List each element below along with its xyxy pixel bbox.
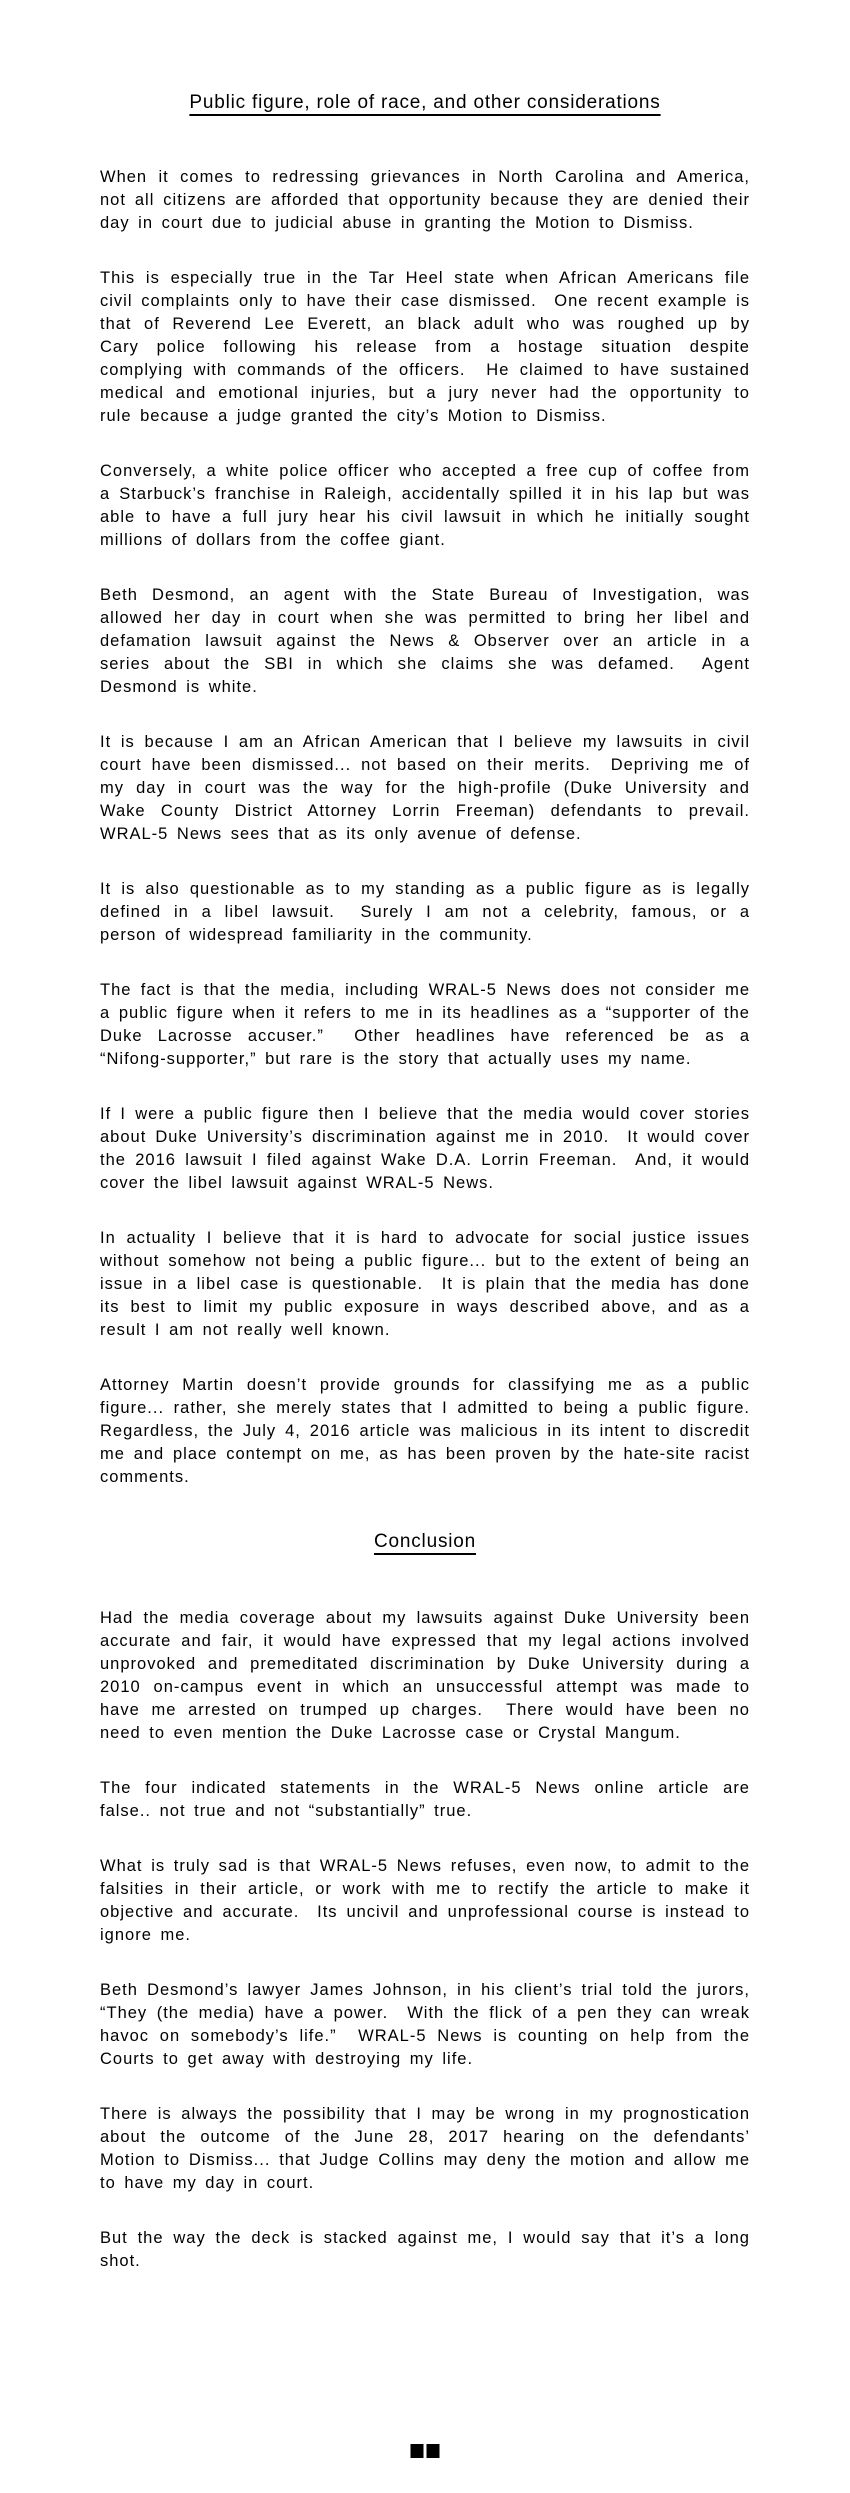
paragraph: It is because I am an African American that I believe my lawsuits in civil court have been dismissed... not based on their merits. Depriving me of my day in court was the way for the high-profile (Duke University and Wake County District Attorney Lorrin Freeman) defendants to prevail. WRAL-5 News sees that as its only avenue of defense. (100, 733, 768, 843)
paragraph: What is truly sad is that WRAL-5 News refuses, even now, to admit to the falsities in their article, or work with me to rectify the article to make it objective and accurate. Its uncivil and unprofessional course is instead to ignore me. (100, 1857, 759, 1944)
conclusion-heading: Conclusion (374, 1531, 476, 1552)
paragraph: The fact is that the media, including WRAL-5 News does not consider me a public figure when it refers to me in its headlines as a “supporter of the Duke Lacrosse accuser.” Other headlines have referenced be as a “Nifong-supporter,” but rare is the story that actually uses my name. (100, 981, 759, 1068)
paragraph: Beth Desmond’s lawyer James Johnson, in his client’s trial told the jurors, “They (the media) have a power. With the flick of a pen they can wreak havoc on somebody’s life.” WRAL-5 News is counting on help from the Courts to get away with destroying my life. (100, 1981, 759, 2068)
paragraph: Had the media coverage about my lawsuits against Duke University been accurate and fair, it would have expressed that my legal actions involved unprovoked and premeditated discrimination by Duke University during a 2010 on-campus event in which an unsuccessful attempt was made to have me arrested on trumped up charges. There would have been no need to even mention the Duke Lacrosse case or Crystal Mangum. (100, 1609, 759, 1742)
paragraph: There is always the possibility that I may be wrong in my prognostication about the outcome of the June 28, 2017 hearing on the defendants’ Motion to Dismiss... that Judge Collins may deny the motion and allow me to have my day in court. (100, 2105, 759, 2192)
paragraph: Attorney Martin doesn’t provide grounds for classifying me as a public figure... rather, she merely states that I admitted to being a public figure. Regardless, the July 4, 2016 article was malicious in its intent to discredit me and place contempt on me, as has been proven by the hate-site racist comments. (100, 1376, 768, 1486)
paragraph: In actuality I believe that it is hard to advocate for social justice issues without somehow not being a public figure... but to the extent of being an issue in a libel case is questionable. It is plain that the media has done its best to limit my public exposure in ways described above, and as a result I am not really well known. (100, 1229, 759, 1339)
paragraph: This is especially true in the Tar Heel state when African Americans file civil complaints only to have their case dismissed. One recent example is that of Reverend Lee Everett, an black adult who was roughed up by Cary police following his release from a hostage situation despite complying with commands of the officers. He claimed to have sustained medical and emotional injuries, but a jury never had the opportunity to rule because a judge granted the city’s Motion to Dismiss. (100, 269, 759, 425)
paragraph: It is also questionable as to my standing as a public figure as is legally defined in a libel lawsuit. Surely I am not a celebrity, famous, or a person of widespread familiarity in the community. (100, 880, 759, 944)
black-square-icon (411, 2444, 424, 2458)
paragraph: The four indicated statements in the WRAL-5 News online article are false.. not true and not “substantially” true. (100, 1779, 759, 1820)
paragraph: Beth Desmond, an agent with the State Bureau of Investigation, was allowed her day in court when she was permitted to bring her libel and defamation lawsuit against the News & Observer over an article in a series about the SBI in which she claims she was defamed. Agent Desmond is white. (100, 586, 759, 696)
paragraph: When it comes to redressing grievances in North Carolina and America, not all citizens are afforded that opportunity because they are denied their day in court due to judicial abuse in granting the Motion to Dismiss. (100, 168, 759, 232)
document-title: Public figure, role of race, and other considerations (189, 92, 661, 113)
paragraph: But the way the deck is stacked against me, I would say that it’s a long shot. (100, 2229, 759, 2270)
paragraph: If I were a public figure then I believe that the media would cover stories about Duke University’s discrimination against me in 2010. It would cover the 2016 lawsuit I filed against Wake D.A. Lorrin Freeman. And, it would cover the libel lawsuit against WRAL-5 News. (100, 1105, 759, 1192)
black-square-icon (427, 2444, 440, 2458)
end-of-document-mark (411, 2444, 440, 2458)
paragraph: Conversely, a white police officer who accepted a free cup of coffee from a Starbuck’s franchise in Raleigh, accidentally spilled it in his lap but was able to have a full jury hear his civil lawsuit in which he initially sought millions of dollars from the coffee giant. (100, 462, 759, 549)
